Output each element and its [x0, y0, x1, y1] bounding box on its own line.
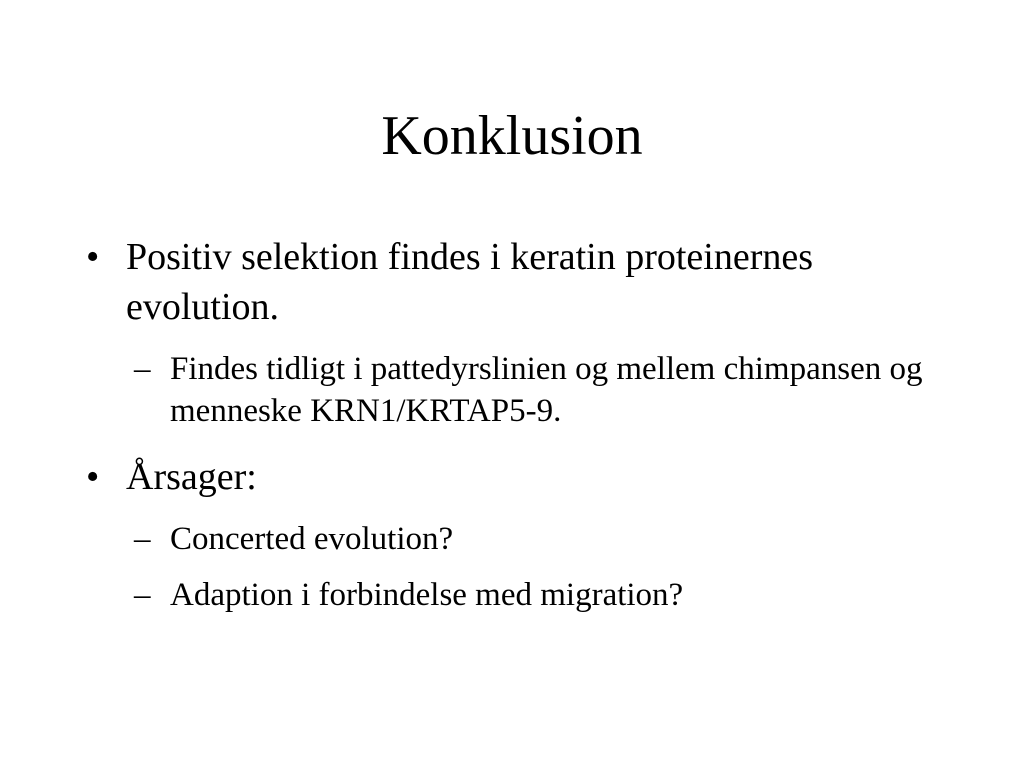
slide-content: [86, 232, 966, 616]
bullet-text: Årsager:: [126, 456, 257, 498]
bullet-marker: •: [86, 236, 100, 278]
sub-bullet-item: [134, 574, 966, 616]
sub-bullet-marker: –: [134, 521, 151, 557]
sub-bullet-text: Concerted evolution?: [170, 521, 454, 557]
sub-bullet-item: [134, 518, 966, 560]
bullet-text: Positiv selektion findes i keratin proteinernes evolution.: [126, 236, 814, 328]
bullet-marker: •: [86, 456, 100, 498]
slide-title: Konklusion: [381, 105, 643, 167]
sub-bullet-marker: –: [134, 577, 151, 613]
sub-bullet-marker: –: [134, 351, 151, 387]
sub-bullet-text: Findes tidligt i pattedyrslinien og mellem chimpansen og menneske KRN1/KRTAP5-9.: [170, 351, 923, 429]
sub-bullet-item: [134, 348, 966, 432]
sub-bullet-text: Adaption i forbindelse med migration?: [170, 577, 684, 613]
bullet-item: [86, 232, 966, 332]
bullet-item: [86, 452, 966, 502]
